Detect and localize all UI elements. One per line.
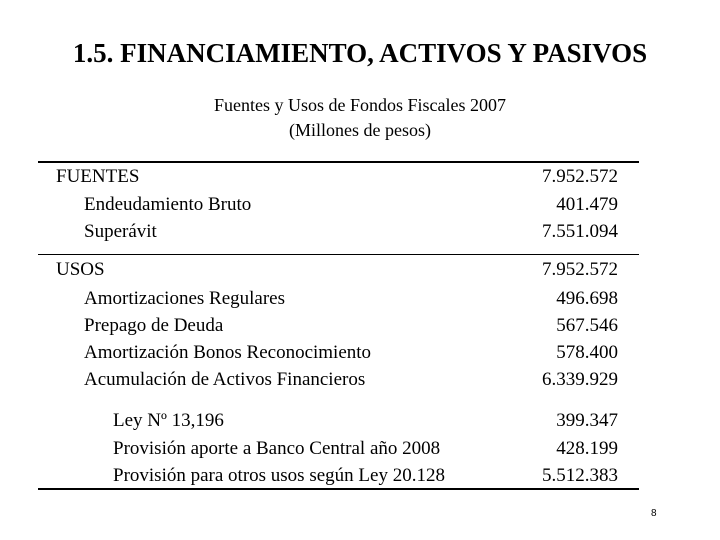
table-row — [0, 194, 720, 220]
table-bottom-rule — [38, 488, 639, 490]
subrow-label: Provisión para otros usos según Ley 20.128 — [113, 465, 445, 486]
table-top-rule — [38, 161, 639, 163]
table-subtitle: Fuentes y Usos de Fondos Fiscales 2007 — [214, 95, 506, 115]
table-row — [0, 369, 720, 395]
subrow-label: Ley Nº 13,196 — [113, 410, 224, 431]
section-divider — [38, 254, 639, 255]
row-label: Amortizaciones Regulares — [84, 288, 286, 309]
subrow-value: 5.512.383 — [542, 465, 618, 486]
row-label: Endeudamiento Bruto — [84, 194, 252, 215]
usos-heading: USOS — [56, 259, 105, 280]
table-row — [0, 288, 720, 314]
row-value: 401.479 — [556, 194, 618, 215]
page-number: 8 — [651, 508, 657, 519]
subrow-label: Provisión aporte a Banco Central año 2008 — [113, 438, 441, 459]
slide-title: 1.5. FINANCIAMIENTO, ACTIVOS Y PASIVOS — [72, 38, 648, 68]
table-row — [0, 438, 720, 464]
fuentes-total: 7.952.572 — [542, 166, 618, 187]
subrow-value: 428.199 — [556, 438, 618, 459]
table-row — [0, 259, 720, 285]
table-row — [0, 315, 720, 341]
row-value: 567.546 — [556, 315, 618, 336]
row-value: 578.400 — [556, 342, 618, 363]
table-row — [0, 166, 720, 192]
row-label: Amortización Bonos Reconocimiento — [84, 342, 372, 363]
row-label: Prepago de Deuda — [84, 315, 224, 336]
row-value: 6.339.929 — [542, 369, 618, 390]
table-row — [0, 410, 720, 436]
row-value: 7.551.094 — [542, 221, 618, 242]
usos-total: 7.952.572 — [542, 259, 618, 280]
table-row — [0, 221, 720, 247]
row-value: 496.698 — [556, 288, 618, 309]
table-row — [0, 342, 720, 368]
subrow-value: 399.347 — [556, 410, 618, 431]
fuentes-heading: FUENTES — [56, 166, 140, 187]
row-label: Acumulación de Activos Financieros — [84, 369, 366, 390]
row-label: Superávit — [84, 221, 157, 242]
table-units: (Millones de pesos) — [289, 120, 431, 140]
